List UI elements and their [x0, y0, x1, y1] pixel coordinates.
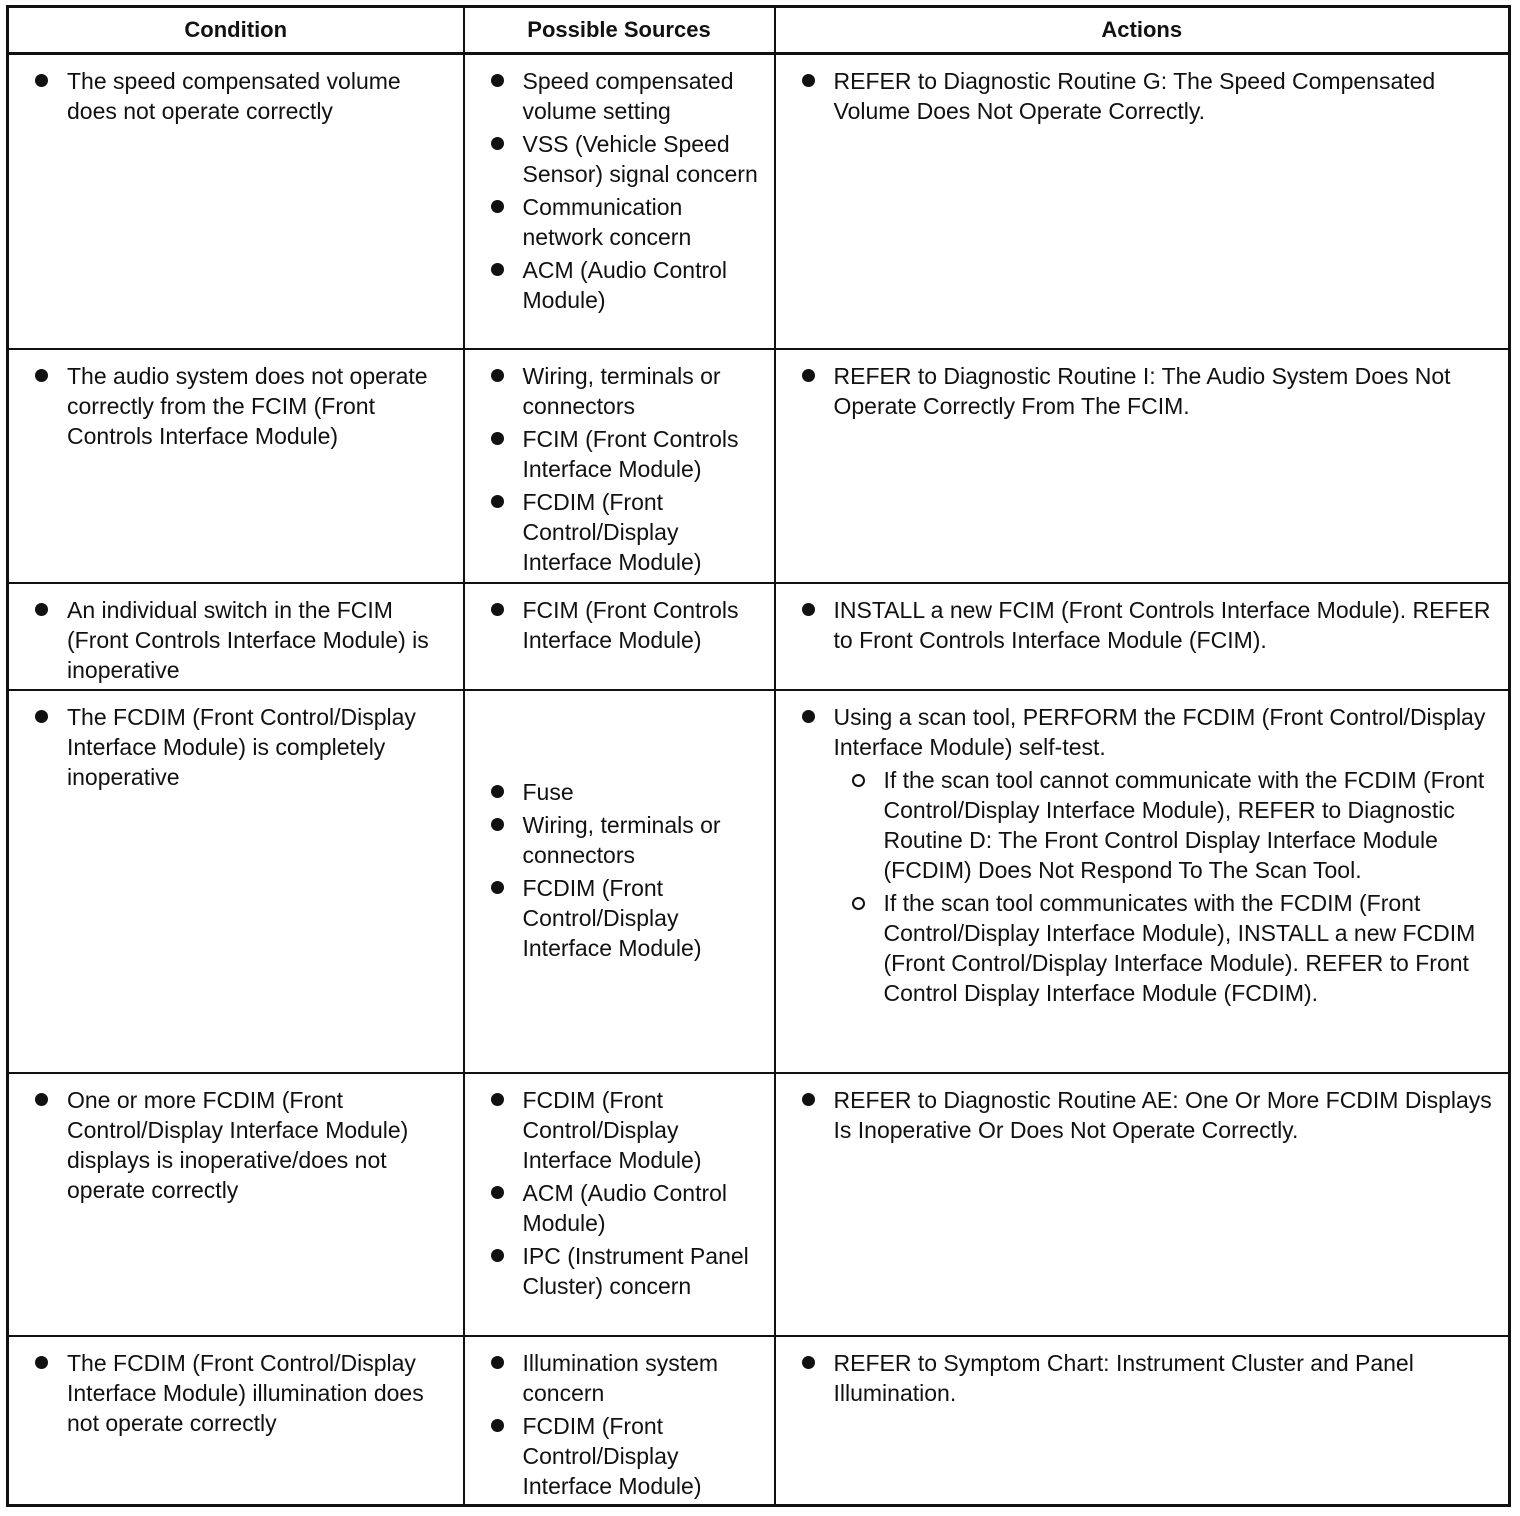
source-text: FCDIM (Front Control/Display Interface Module) [522, 489, 702, 575]
source-text: Fuse [522, 779, 574, 805]
actions-cell [775, 690, 1510, 1073]
bullet-icon [35, 710, 48, 723]
list-item [9, 595, 453, 685]
condition-text: The audio system does not operate correctly from the FCIM (Front Controls Interface Module) [67, 363, 428, 449]
condition-text: The FCDIM (Front Control/Display Interface Module) is completely inoperative [67, 704, 416, 790]
sub-list-item [834, 765, 1499, 885]
sub-action-text: If the scan tool communicates with the FCDIM (Front Control/Display Interface Module), INSTALL a new FCDIM (Front Control/Display Interface Module). REFER to Front Control Display Interface Module (FCDIM). [883, 890, 1476, 1006]
bullet-icon [491, 1356, 504, 1369]
bullet-icon [802, 710, 815, 723]
bullet-icon [491, 137, 504, 150]
sources-cell [464, 1336, 775, 1506]
source-text: Communication network concern [522, 194, 692, 250]
list-item [9, 361, 453, 451]
list-item [465, 1241, 764, 1301]
condition-text: The FCDIM (Front Control/Display Interface Module) illumination does not operate correctly [67, 1350, 424, 1436]
bullet-icon [491, 818, 504, 831]
bullet-icon [491, 200, 504, 213]
sources-cell [464, 349, 775, 583]
bullet-icon [802, 1093, 815, 1106]
bullet-icon [491, 603, 504, 616]
list-item [776, 1085, 1499, 1145]
action-text: Using a scan tool, PERFORM the FCDIM (Front Control/Display Interface Module) self-test. [833, 704, 1486, 760]
condition-text: The speed compensated volume does not operate correctly [67, 68, 401, 124]
hollow-bullet-icon [852, 774, 865, 787]
bullet-icon [491, 1419, 504, 1432]
list-item [465, 424, 764, 484]
table-row [8, 690, 1510, 1073]
action-text: REFER to Symptom Chart: Instrument Cluster and Panel Illumination. [833, 1350, 1414, 1406]
list-item [465, 255, 764, 315]
bullet-icon [802, 74, 815, 87]
list-item [465, 1411, 764, 1501]
sub-action-text: If the scan tool cannot communicate with the FCDIM (Front Control/Display Interface Module), REFER to Diagnostic Routine D: The Front Control Display Interface Module (FCDIM) Does Not Respond To The Scan Tool. [883, 767, 1485, 883]
sub-action-list [834, 765, 1499, 1008]
condition-cell [8, 1336, 464, 1506]
condition-text: An individual switch in the FCIM (Front Controls Interface Module) is inoperative [67, 597, 429, 683]
condition-cell [8, 1073, 464, 1336]
actions-cell [775, 583, 1510, 690]
sources-cell [464, 54, 775, 350]
condition-text: One or more FCDIM (Front Control/Display Interface Module) displays is inoperative/does not operate correctly [67, 1087, 409, 1203]
condition-cell [8, 690, 464, 1073]
list-item [9, 1348, 453, 1438]
list-item [465, 1178, 764, 1238]
source-text: FCIM (Front Controls Interface Module) [522, 597, 739, 653]
bullet-icon [802, 369, 815, 382]
sources-cell [464, 583, 775, 690]
list-item [465, 777, 764, 807]
list-item [465, 810, 764, 870]
header-possible-sources: Possible Sources [464, 7, 775, 54]
bullet-icon [491, 369, 504, 382]
condition-cell [8, 349, 464, 583]
actions-cell [775, 54, 1510, 350]
list-item [465, 192, 764, 252]
table-row [8, 583, 1510, 690]
bullet-icon [802, 603, 815, 616]
list-item [465, 873, 764, 963]
list-item [776, 361, 1499, 421]
bullet-icon [491, 881, 504, 894]
table-row [8, 54, 1510, 350]
condition-cell [8, 583, 464, 690]
sources-cell [464, 1073, 775, 1336]
bullet-icon [491, 1186, 504, 1199]
list-item [465, 361, 764, 421]
list-item [465, 1085, 764, 1175]
bullet-icon [491, 432, 504, 445]
bullet-icon [491, 1093, 504, 1106]
actions-cell [775, 1336, 1510, 1506]
source-text: IPC (Instrument Panel Cluster) concern [522, 1243, 749, 1299]
list-item [465, 595, 764, 655]
list-item [776, 702, 1499, 1008]
source-text: Illumination system concern [522, 1350, 719, 1406]
symptom-chart-table [6, 5, 1511, 1507]
sources-cell [464, 690, 775, 1073]
source-text: FCDIM (Front Control/Display Interface Module) [522, 1413, 702, 1499]
bullet-icon [802, 1356, 815, 1369]
list-item [9, 702, 453, 792]
actions-cell [775, 1073, 1510, 1336]
sub-list-item [834, 888, 1499, 1008]
header-condition: Condition [8, 7, 464, 54]
source-text: VSS (Vehicle Speed Sensor) signal concern [522, 131, 758, 187]
header-row [8, 7, 1510, 54]
bullet-icon [491, 263, 504, 276]
action-text: REFER to Diagnostic Routine I: The Audio System Does Not Operate Correctly From The FCIM. [833, 363, 1451, 419]
list-item [776, 66, 1499, 126]
source-text: FCDIM (Front Control/Display Interface Module) [522, 1087, 702, 1173]
bullet-icon [491, 1249, 504, 1262]
bullet-icon [491, 74, 504, 87]
list-item [465, 129, 764, 189]
bullet-icon [35, 74, 48, 87]
list-item [9, 66, 453, 126]
list-item [465, 66, 764, 126]
action-text: INSTALL a new FCIM (Front Controls Interface Module). REFER to Front Controls Interface Module (FCIM). [833, 597, 1491, 653]
bullet-icon [35, 603, 48, 616]
table-row [8, 349, 1510, 583]
list-item [465, 487, 764, 577]
header-actions: Actions [775, 7, 1510, 54]
source-text: ACM (Audio Control Module) [522, 1180, 728, 1236]
condition-cell [8, 54, 464, 350]
action-text: REFER to Diagnostic Routine G: The Speed Compensated Volume Does Not Operate Correctly. [833, 68, 1436, 124]
list-item [465, 1348, 764, 1408]
table-row [8, 1336, 1510, 1506]
bullet-icon [35, 1356, 48, 1369]
source-text: FCIM (Front Controls Interface Module) [522, 426, 739, 482]
source-text: Wiring, terminals or connectors [522, 812, 721, 868]
list-item [776, 595, 1499, 655]
source-text: Speed compensated volume setting [522, 68, 734, 124]
table-row [8, 1073, 1510, 1336]
actions-cell [775, 349, 1510, 583]
list-item [9, 1085, 453, 1205]
bullet-icon [491, 785, 504, 798]
hollow-bullet-icon [852, 897, 865, 910]
bullet-icon [35, 1093, 48, 1106]
source-text: Wiring, terminals or connectors [522, 363, 721, 419]
source-text: ACM (Audio Control Module) [522, 257, 728, 313]
bullet-icon [35, 369, 48, 382]
source-text: FCDIM (Front Control/Display Interface Module) [522, 875, 702, 961]
list-item [776, 1348, 1499, 1408]
action-text: REFER to Diagnostic Routine AE: One Or More FCDIM Displays Is Inoperative Or Does Not Operate Correctly. [833, 1087, 1492, 1143]
bullet-icon [491, 495, 504, 508]
